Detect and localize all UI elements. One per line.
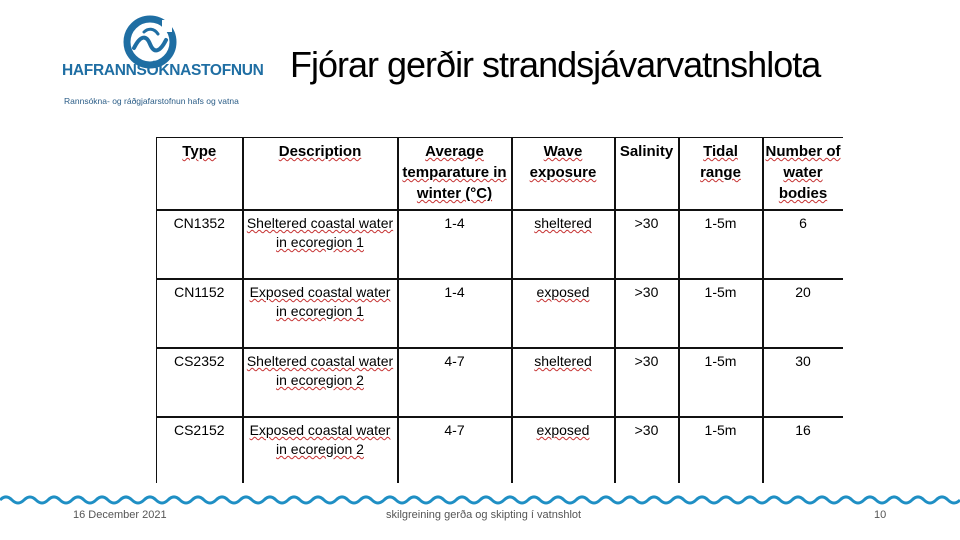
table-row: [157, 279, 843, 348]
table-row: [157, 417, 843, 483]
header-description: Description: [243, 138, 398, 211]
footer-date: 16 December 2021: [73, 509, 167, 521]
cell-wave-exposure: sheltered: [512, 348, 615, 417]
cell-water-bodies: 30: [763, 348, 843, 417]
header-temperature: Average temparature in winter (°C): [398, 138, 512, 211]
table-header-row: [157, 138, 843, 211]
cell-description: Sheltered coastal water in ecoregion 2: [243, 348, 398, 417]
cell-type: CN1352: [157, 210, 243, 279]
cell-tidal-range: 1-5m: [679, 417, 763, 483]
cell-temperature: 4-7: [398, 348, 512, 417]
header-wave-exposure: Wave exposure: [512, 138, 615, 211]
organization-subtitle: Rannsókna- og ráðgjafarstofnun hafs og vatna: [64, 96, 239, 106]
cell-wave-exposure: exposed: [512, 417, 615, 483]
cell-tidal-range: 1-5m: [679, 210, 763, 279]
organization-logo: [62, 12, 262, 112]
cell-temperature: 1-4: [398, 279, 512, 348]
cell-tidal-range: 1-5m: [679, 348, 763, 417]
table-row: [157, 348, 843, 417]
header-salinity: Salinity: [615, 138, 679, 211]
cell-water-bodies: 16: [763, 417, 843, 483]
organization-name: HAFRANNSÓKNASTOFNUN: [62, 62, 264, 79]
cell-salinity: >30: [615, 417, 679, 483]
wave-divider-icon: [0, 492, 960, 508]
header-type: Type: [157, 138, 243, 211]
cell-wave-exposure: exposed: [512, 279, 615, 348]
cell-salinity: >30: [615, 348, 679, 417]
cell-description: Exposed coastal water in ecoregion 1: [243, 279, 398, 348]
cell-salinity: >30: [615, 210, 679, 279]
cell-type: CS2352: [157, 348, 243, 417]
cell-salinity: >30: [615, 279, 679, 348]
slide-title: Fjórar gerðir strandsjávarvatnshlota: [290, 44, 821, 85]
slide-number: 10: [874, 509, 887, 521]
cell-water-bodies: 6: [763, 210, 843, 279]
cell-type: CS2152: [157, 417, 243, 483]
table-row: [157, 210, 843, 279]
cell-type: CN1152: [157, 279, 243, 348]
cell-water-bodies: 20: [763, 279, 843, 348]
cell-temperature: 4-7: [398, 417, 512, 483]
cell-description: Exposed coastal water in ecoregion 2: [243, 417, 398, 483]
footer-caption: skilgreining gerða og skipting í vatnshlot: [386, 509, 582, 521]
water-body-types-table: [156, 137, 843, 483]
cell-wave-exposure: sheltered: [512, 210, 615, 279]
header-tidal-range: Tidal range: [679, 138, 763, 211]
cell-temperature: 1-4: [398, 210, 512, 279]
header-water-bodies: Number of water bodies: [763, 138, 843, 211]
cell-tidal-range: 1-5m: [679, 279, 763, 348]
cell-description: Sheltered coastal water in ecoregion 1: [243, 210, 398, 279]
